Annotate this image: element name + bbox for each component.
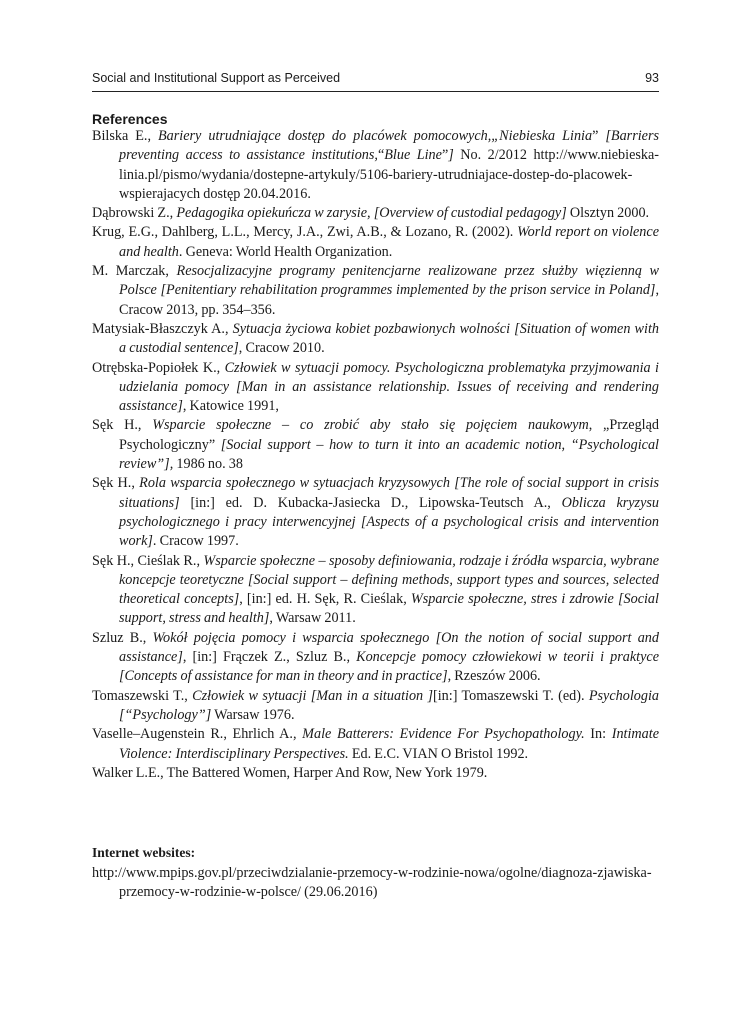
reference-text: Dąbrowski Z., <box>92 205 177 222</box>
reference-text: , Cracow 2013, pp. 354–356. <box>119 282 659 318</box>
reference-italic-text: World report on violence and health <box>119 224 659 260</box>
reference-text: Krug, E.G., Dahlberg, L.L., Mercy, J.A., Zwi, A.B., & Lozano, R. (2002). <box>92 224 518 241</box>
internet-websites-list <box>92 864 659 903</box>
reference-italic-text: Blue Line <box>384 147 442 164</box>
reference-text: . Geneva: World Health Organization. <box>178 243 393 260</box>
reference-text: Bilska E., <box>92 128 159 144</box>
reference-text: , [in:] Frączek Z., Szluz B., <box>182 649 357 666</box>
reference-text: Warsaw 1976. <box>211 706 295 723</box>
reference-italic-text: Pedagogika opiekuńcza w zarysie, [Overview of custodial pedagogy] <box>176 205 567 222</box>
reference-italic-text: ] <box>448 147 461 164</box>
reference-text: ” <box>592 128 599 144</box>
reference-italic-text: Male Batterers: Evidence For Psychopathology. <box>302 726 585 743</box>
reference-text: Ed. E.C. VIAN O Bristol 1992. <box>348 745 529 762</box>
reference-text: [in:] Tomaszewski T. (ed). <box>433 687 589 704</box>
reference-text: . Cracow 1997. <box>152 533 239 550</box>
reference-text: No. 2/2012 http://www.niebieska-linia.pl/pismo/wydania/dostepne-artykuly/5106-bariery-utrudniajace-dostep-do-placowek-wspierajacych dostęp 20.04.2016. <box>119 147 660 202</box>
reference-italic-text: Koncepcje pomocy człowiekowi w teorii i praktyce [Concepts of assistance for man in theory and in practice] <box>119 649 659 685</box>
reference-italic-text: Wokół pojęcia pomocy i wsparcia społecznego [On the notion of social support and assistance] <box>119 629 659 666</box>
reference-italic-text: [Barriers preventing access to assistance institutions, <box>119 128 659 164</box>
reference-italic-text: Oblicza kryzysu psychologicznego i pracy interwencyjnej [Aspects of a psychological crisis and intervention work] <box>119 494 659 550</box>
website-entry: http://www.mpips.gov.pl/przeciwdzialanie-przemocy-w-rodzinie-nowa/ogolne/diagnoza-zjawiska-przemocy-w-rodzinie-w-polsce/ (29.06.2016) <box>92 865 652 901</box>
reference-text: Walker L.E., The Battered Women, Harper And Row, New York 1979. <box>92 764 488 781</box>
references-list <box>92 127 659 783</box>
reference-text: , Rzeszów 2006. <box>447 668 541 685</box>
reference-entry <box>92 764 659 783</box>
reference-text: 1986 no. 38 <box>173 456 243 473</box>
reference-text: Szluz B., <box>92 629 153 646</box>
reference-italic-text: Wsparcie społeczne – sposoby definiowania, rodzaje i źródła wsparcia, wybrane koncepcje teoretyczne [Social support – defining methods, support types and sources, selected theoretical concepts] <box>119 552 659 608</box>
reference-italic-text: Psychologia [“Psychology”] <box>119 687 659 723</box>
reference-text: “ <box>377 147 385 164</box>
reference-text: Sęk H., <box>92 475 140 492</box>
reference-italic-text: Wsparcie społeczne, stres i zdrowie [Social support, stress and health] <box>119 591 659 627</box>
reference-entry <box>92 320 659 359</box>
reference-text: , „Przegląd Psychologiczny” <box>119 417 659 453</box>
reference-text: Otrębska-Popiołek K., <box>92 359 225 376</box>
reference-italic-text: Człowiek w sytuacji [Man in a situation ] <box>192 687 433 704</box>
reference-italic-text: Bariery utrudniające dostęp do placówek pomocowych, <box>158 128 492 144</box>
reference-text: Vaselle–Augenstein R., Ehrlich A., <box>92 726 303 743</box>
reference-text: , Warsaw 2011. <box>269 610 356 627</box>
reference-entry <box>92 629 659 687</box>
reference-text: Tomaszewski T., <box>92 687 193 704</box>
reference-entry <box>92 127 659 204</box>
reference-text: In: <box>584 726 612 743</box>
reference-text: Sęk H., <box>92 417 153 434</box>
reference-text: Sęk H., Cieślak R., <box>92 552 204 569</box>
reference-text: , [in:] ed. H. Sęk, R. Cieślak, <box>239 591 411 608</box>
reference-entry <box>92 223 659 262</box>
reference-text: [in:] ed. D. Kubacka-Jasiecka D., Lipowska-Teutsch A., <box>179 494 562 511</box>
reference-italic-text: Sytuacja życiowa kobiet pozbawionych wolności [Situation of women with a custodial sentence] <box>119 320 659 357</box>
references-heading: References <box>92 111 168 127</box>
reference-entry <box>92 474 659 551</box>
reference-entry <box>92 725 659 764</box>
reference-italic-text: Rola wsparcia społecznego w sytuacjach kryzysowych [The role of social support in crisis situations] <box>119 475 659 511</box>
reference-italic-text: Resocjalizacyjne programy penitencjarne realizowane przez służby więzienną w Polsce [Penitentiary rehabilitation programmes implemented by the prison service in Poland] <box>119 263 660 299</box>
reference-text: , Cracow 2010. <box>238 340 325 357</box>
reference-text: Olsztyn 2000. <box>566 205 650 222</box>
page-number: 93 <box>645 71 659 85</box>
reference-italic-text: „Niebieska Linia <box>491 128 593 144</box>
reference-entry <box>92 416 659 474</box>
reference-text: Matysiak-Błaszczyk A., <box>92 320 233 337</box>
running-head <box>92 69 659 92</box>
reference-entry <box>92 359 659 417</box>
reference-italic-text: Wsparcie społeczne – co zrobić aby stało się pojęciem naukowym <box>152 417 589 434</box>
reference-entry <box>92 204 659 223</box>
reference-italic-text: Intimate Violence: Interdisciplinary Perspectives. <box>119 726 659 762</box>
internet-websites-heading: Internet websites: <box>92 845 196 860</box>
reference-entry <box>92 687 659 726</box>
reference-italic-text: Człowiek w sytuacji pomocy. Psychologiczna problematyka przyjmowania i udzielania pomocy [Man in an assistance relationship. Issues of receiving and rendering assistance] <box>119 359 659 415</box>
reference-italic-text: [Social support – how to turn it into an academic notion, “Psychological review”], <box>119 436 659 473</box>
reference-text: M. Marczak, <box>92 263 177 280</box>
reference-entry <box>92 552 659 629</box>
reference-text: ” <box>441 147 449 164</box>
reference-text: , Katowice 1991, <box>182 398 279 415</box>
running-title: Social and Institutional Support as Perceived <box>92 71 341 85</box>
reference-entry <box>92 262 659 320</box>
